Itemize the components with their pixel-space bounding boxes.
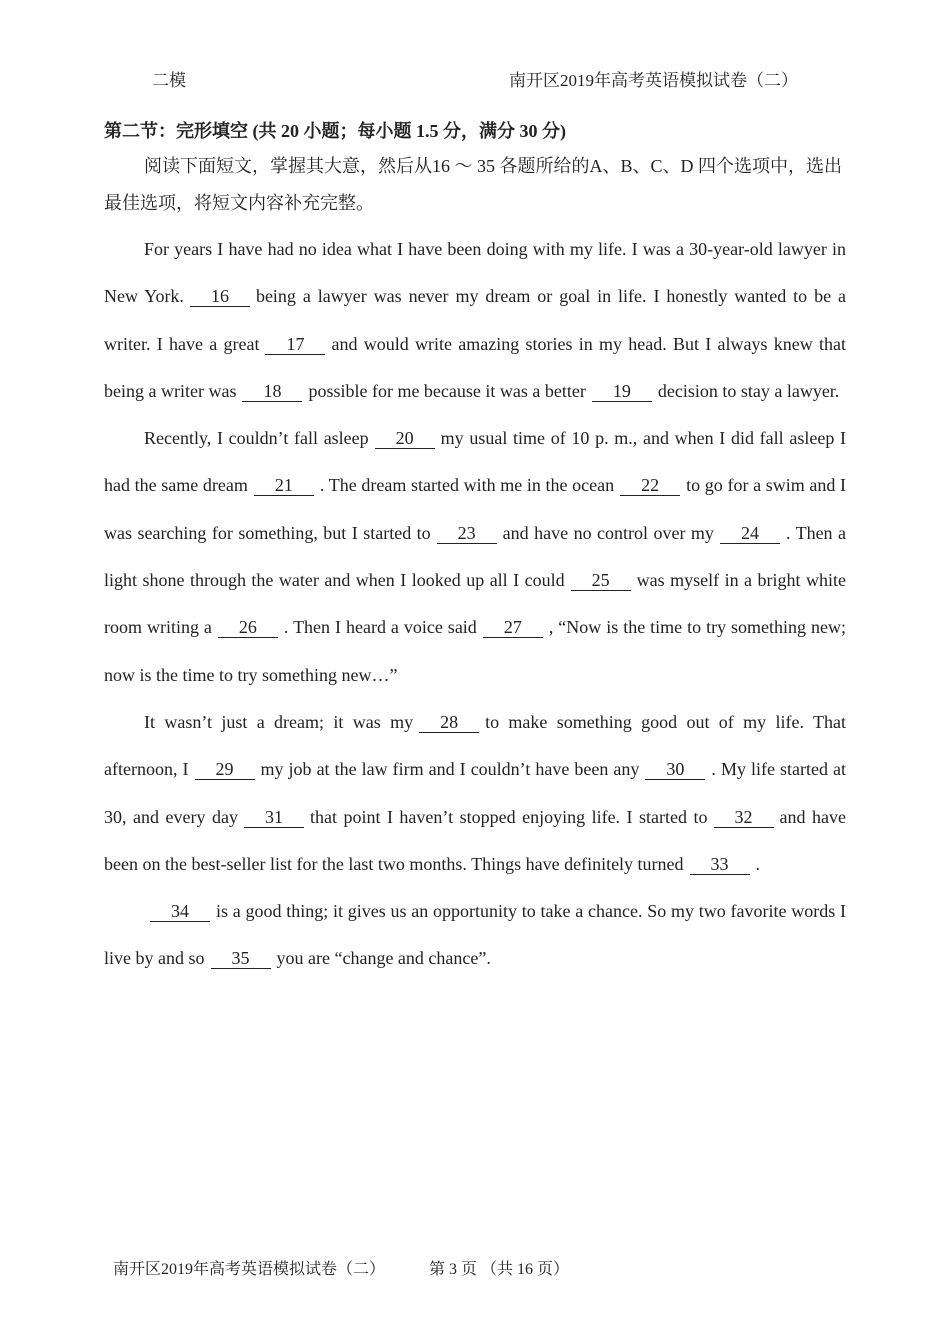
answer-blank: 29	[195, 759, 255, 780]
section-instructions: 阅读下面短文，掌握其大意，然后从16 ～ 35 各题所给的A、B、C、D 四个选项中，选出最佳选项，将短文内容补充完整。	[104, 156, 843, 213]
answer-blank: 32	[714, 807, 774, 828]
cloze-passage	[104, 226, 846, 983]
passage-text: .	[755, 853, 761, 874]
passage-text: being a lawyer was never my dream or goal in life. I honestly wanted to be a writer. I have a great	[104, 286, 846, 354]
answer-blank: 19	[592, 381, 652, 402]
answer-blank: 16	[190, 286, 250, 307]
passage-text: you are “change and chance”.	[276, 948, 491, 969]
answer-blank: 23	[437, 523, 497, 544]
answer-blank: 20	[375, 428, 435, 449]
answer-blank: 28	[419, 712, 479, 733]
passage-text: that point I haven’t stopped enjoying life. I started to	[309, 806, 708, 827]
passage-text: , “Now is the time to try something new; now is the time to try something new…”	[104, 617, 846, 685]
footer-page-number: 第 3 页 （共 16 页）	[429, 1261, 570, 1278]
passage-text: . Then a light shone through the water and when I looked up all I could	[104, 522, 847, 591]
passage-text: was myself in a bright white room writing a	[104, 570, 846, 638]
answer-blank: 35	[211, 948, 271, 969]
answer-blank: 24	[720, 523, 780, 544]
footer-exam-title: 南开区2019年高考英语模拟试卷（二）	[113, 1261, 386, 1278]
passage-text: decision to stay a lawyer.	[657, 380, 840, 401]
passage-text: . The dream started with me in the ocean	[319, 475, 615, 496]
section-title: 第二节：完形填空 (共 20 小题；每小题 1.5 分，满分 30 分)	[104, 121, 566, 141]
answer-blank: 30	[645, 759, 705, 780]
passage-paragraph	[104, 415, 846, 699]
answer-blank: 21	[254, 475, 314, 496]
passage-text: my job at the law firm and I couldn’t have been any	[260, 759, 640, 780]
passage-text: is a good thing; it gives us an opportunity to take a chance. So my two favorite words I live by and so	[104, 901, 846, 969]
passage-text: For years I have had no idea what I have been doing with my life. I was a 30-year-old lawyer in New York.	[104, 239, 846, 307]
passage-text: . Then I heard a voice said	[283, 617, 477, 638]
passage-text: possible for me because it was a better	[308, 380, 586, 401]
passage-paragraph	[104, 226, 846, 415]
passage-text: and have no control over my	[502, 522, 714, 543]
answer-blank: 33	[690, 854, 750, 875]
answer-blank: 27	[483, 617, 543, 638]
passage-text: to make something good out of my life. That afternoon, I	[104, 711, 846, 780]
answer-blank: 34	[150, 901, 210, 922]
passage-text: and would write amazing stories in my head. But I always knew that being a writer was	[104, 333, 846, 401]
passage-text: . My life started at 30, and every day	[104, 759, 846, 827]
passage-paragraph	[104, 699, 846, 888]
answer-blank: 22	[620, 475, 680, 496]
answer-blank: 26	[218, 617, 278, 638]
answer-blank: 18	[242, 381, 302, 402]
passage-text: Recently, I couldn’t fall asleep	[144, 428, 369, 449]
answer-blank: 31	[244, 807, 304, 828]
header-left-label: 二模	[152, 71, 186, 90]
passage-text: and have been on the best-seller list for the last two months. Things have definitely turned	[104, 806, 846, 874]
passage-paragraph	[104, 888, 846, 983]
passage-text: my usual time of 10 p. m., and when I did fall asleep I had the same dream	[104, 428, 846, 496]
answer-blank: 25	[571, 570, 631, 591]
header-exam-title: 南开区2019年高考英语模拟试卷（二）	[509, 71, 798, 90]
answer-blank: 17	[265, 334, 325, 355]
passage-text: It wasn’t just a dream; it was my	[144, 711, 414, 732]
page-footer	[113, 1256, 609, 1279]
passage-text: to go for a swim and I was searching for something, but I started to	[104, 475, 847, 543]
